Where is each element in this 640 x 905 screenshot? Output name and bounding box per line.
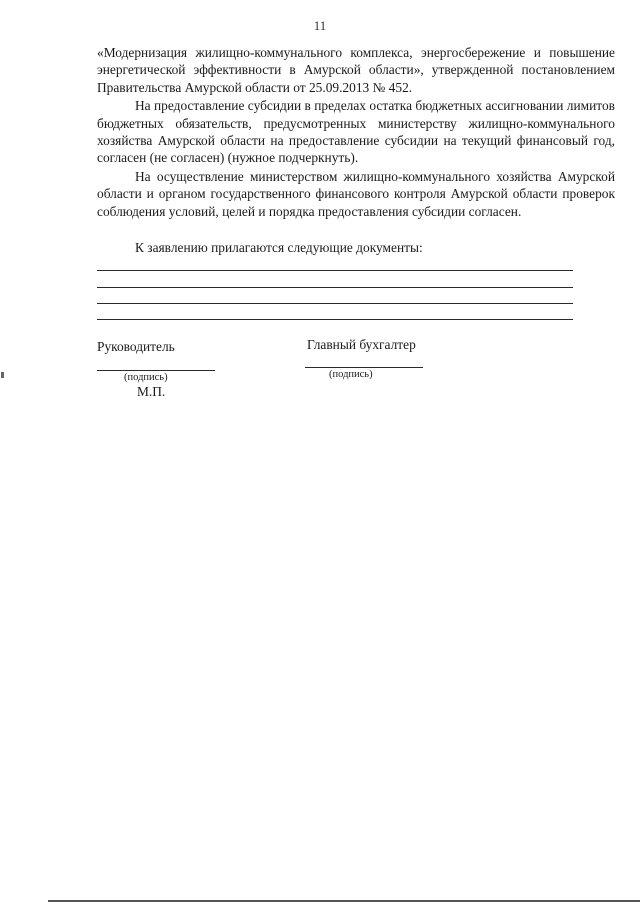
document-body: [97, 44, 615, 221]
head-signature-caption: (подпись): [124, 372, 168, 383]
attachment-line-3: [97, 303, 573, 304]
paragraph-budget-consent: На предоставление субсидии в пределах остатка бюджетных ассигновании лимитов бюджетных обязательств, предусмотренных министерству жилищно-коммунального хозяйства Амурской области на предоставление субсидии на текущий финансовый год, согласен (не согласен) (нужное подчеркнуть).: [97, 98, 615, 166]
head-signature-line: [97, 370, 215, 371]
paragraph-inspection-consent: На осуществление министерством жилищно-коммунального хозяйства Амурской области и органом государственного финансового контроля Амурской области проверок соблюдения условий, целей и порядка предоставления субсидии согласен.: [97, 168, 615, 219]
accountant-signature-line: [305, 367, 423, 368]
paragraph-program-reference: «Модернизация жилищно-коммунального комплекса, энергосбережение и повышение энергетической эффективности в Амурской области», утвержденной постановлением Правительства Амурской области от 25.09.2013 № 452.: [97, 45, 615, 95]
scan-edge-mark: [1, 372, 4, 378]
attachment-line-2: [97, 287, 573, 288]
attachment-line-4: [97, 319, 573, 320]
scan-bottom-edge: [48, 900, 640, 902]
seal-placeholder: М.П.: [137, 384, 166, 399]
accountant-signature-label: Главный бухгалтер: [307, 337, 416, 352]
page-number: 11: [313, 18, 327, 33]
accountant-signature-caption: (подпись): [329, 369, 373, 380]
attachments-heading: К заявлению прилагаются следующие документы:: [135, 240, 423, 255]
head-signature-label: Руководитель: [97, 339, 175, 354]
attachment-line-1: [97, 270, 573, 271]
